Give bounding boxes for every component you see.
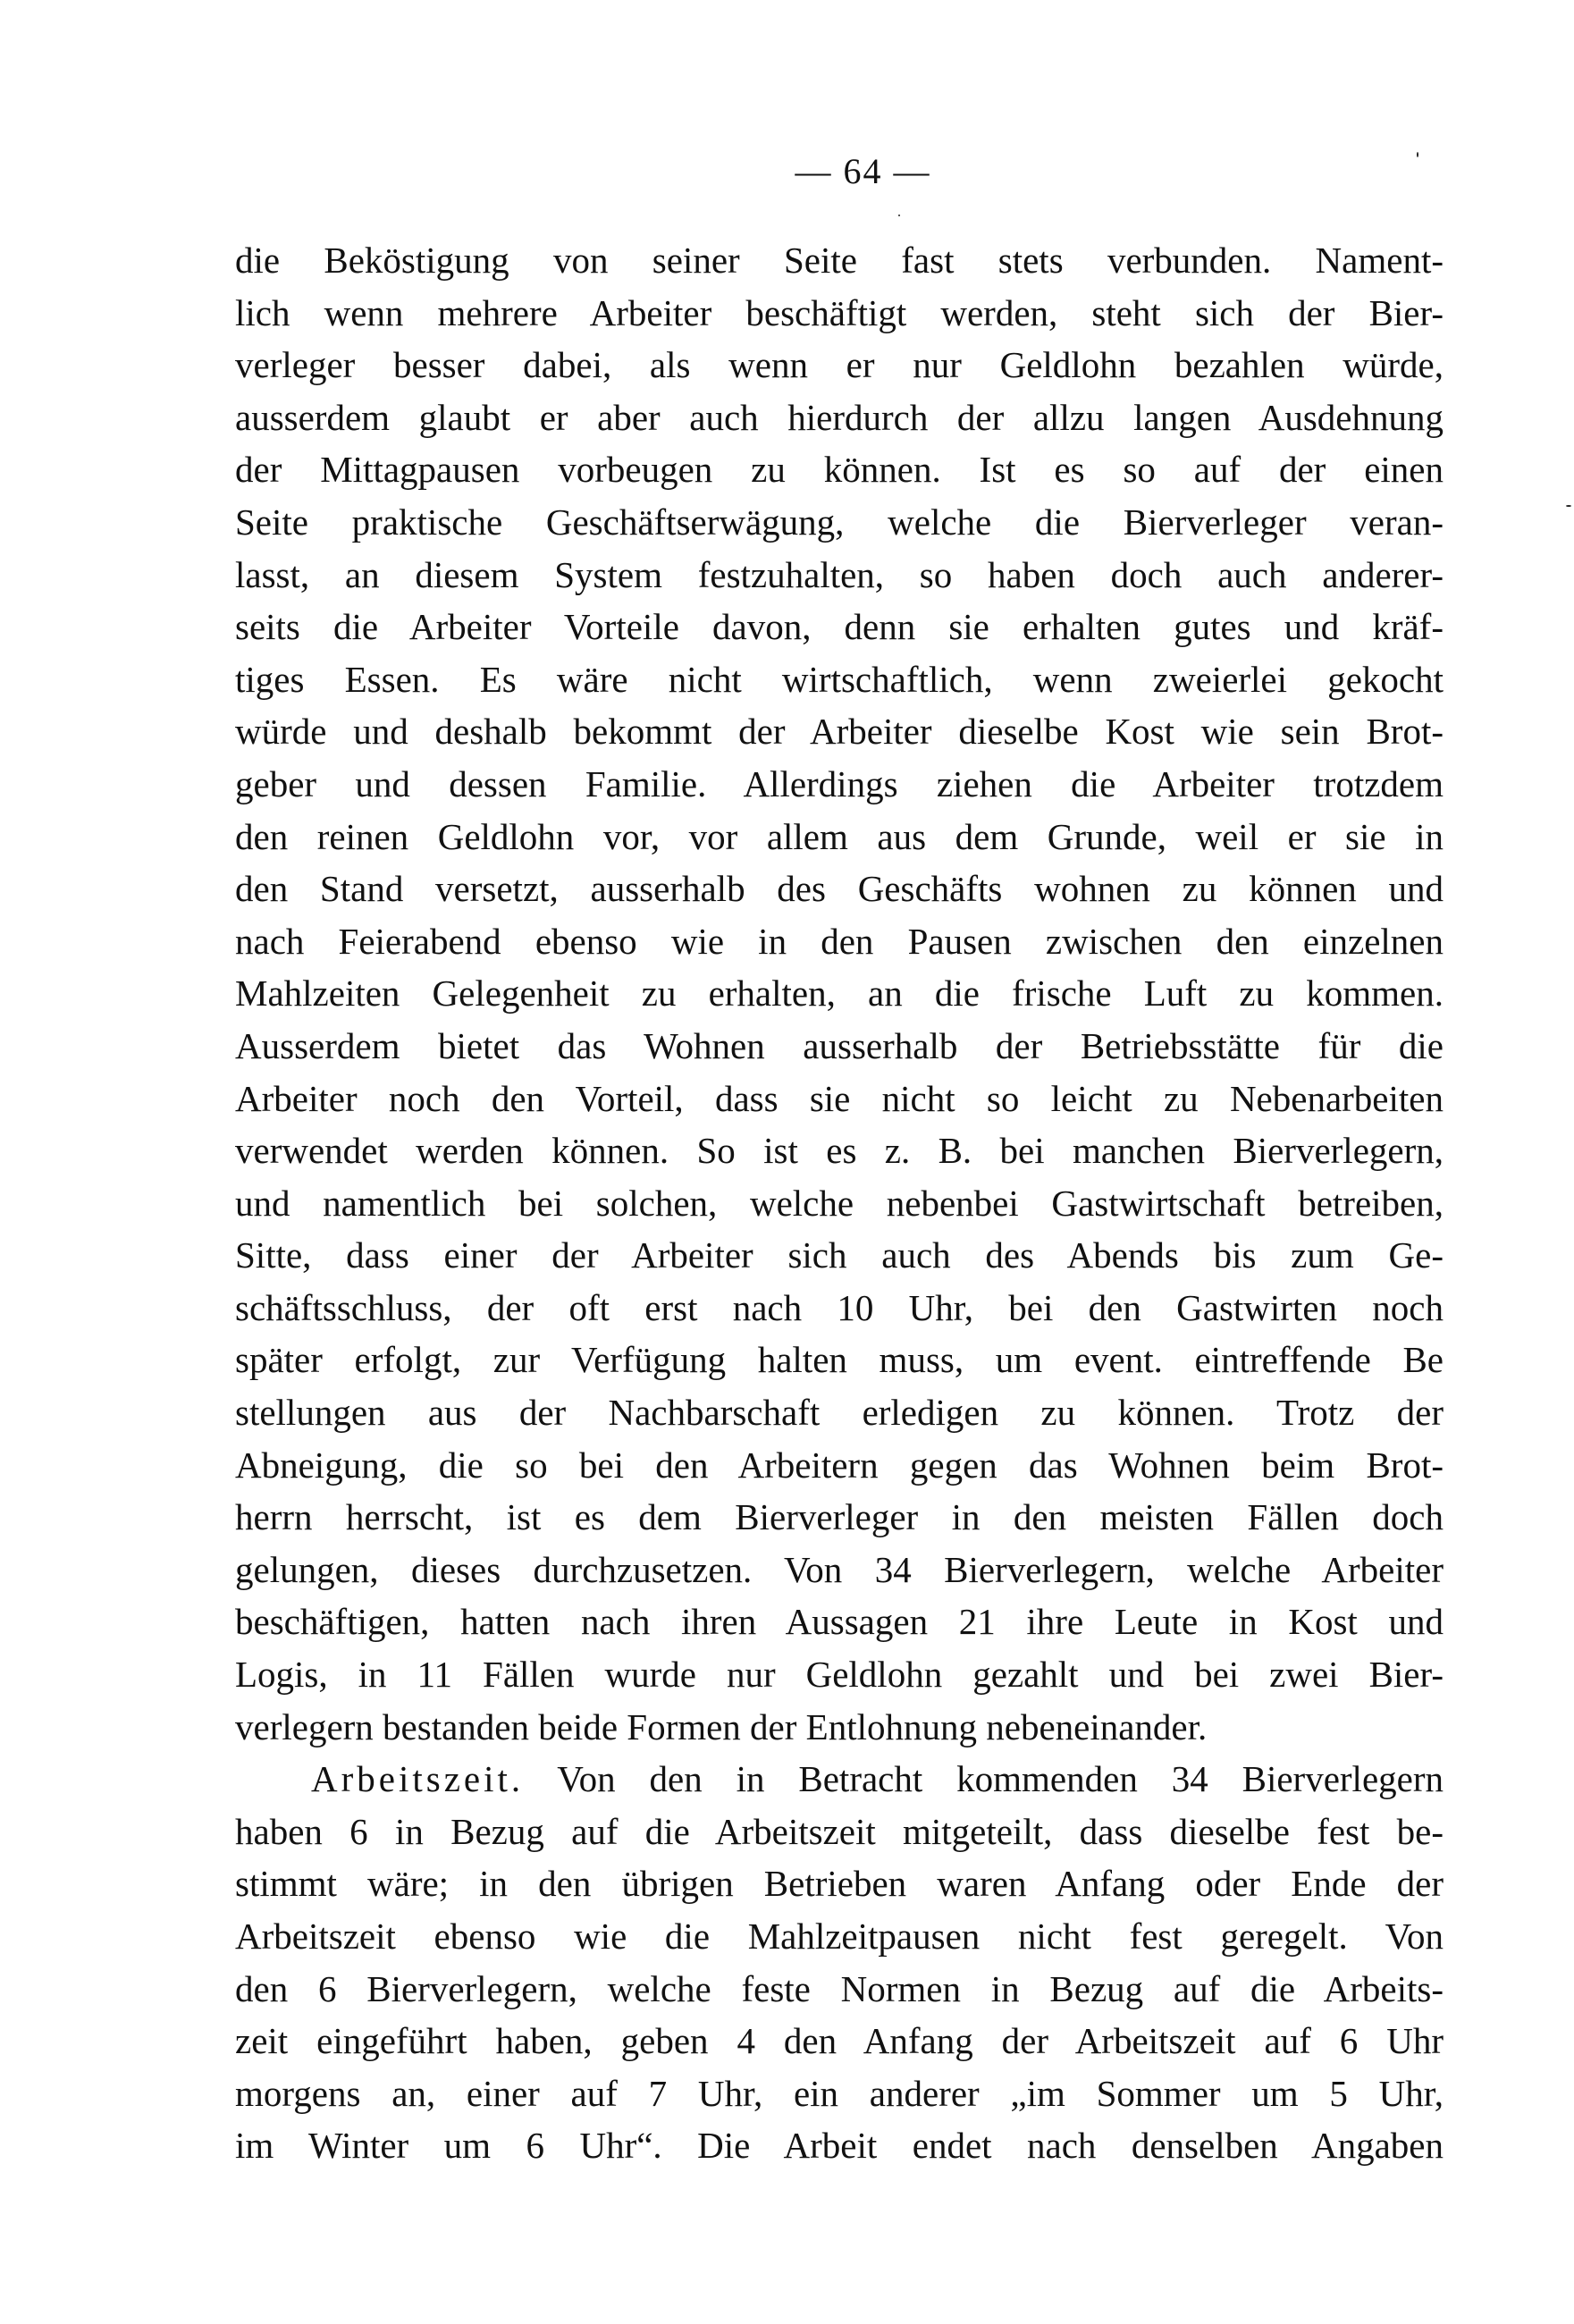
text-line: zeit eingeführt haben, geben 4 den Anfang der Arbeitszeit auf 6 Uhr (235, 2020, 1444, 2062)
text-line: beschäftigen, hatten nach ihren Aussagen 21 ihre Leute in Kost und (235, 1601, 1444, 1643)
text-line: verwendet werden können. So ist es z. B. bei manchen Bierverlegern, (235, 1130, 1444, 1172)
text-line: später erfolgt, zur Verfügung halten muss, um event. eintreffende Be (235, 1339, 1444, 1381)
paragraph-working-hours (235, 1753, 1444, 2172)
paragraph-board-and-lodging (235, 234, 1444, 1753)
text-line: Sitte, dass einer der Arbeiter sich auch des Abends bis zum Ge- (235, 1234, 1444, 1276)
text-line: tiges Essen. Es wäre nicht wirtschaftlich, wenn zweierlei gekocht (235, 658, 1444, 700)
text-line: Logis, in 11 Fällen wurde nur Geldlohn gezahlt und bei zwei Bier- (235, 1654, 1444, 1696)
text-line: den 6 Bierverlegern, welche feste Normen in Bezug auf die Arbeits- (235, 1967, 1444, 2009)
text-line: haben 6 in Bezug auf die Arbeitszeit mitgeteilt, dass dieselbe fest be- (235, 1810, 1444, 1852)
text-line: Arbeitszeit ebenso wie die Mahlzeitpausen nicht fest geregelt. Von (235, 1916, 1444, 1957)
scan-speck (1566, 505, 1571, 507)
text-line: den reinen Geldlohn vor, vor allem aus dem Grunde, weil er sie in (235, 815, 1444, 857)
text-line: im Winter um 6 Uhr“. Die Arbeit endet nach denselben Angaben (235, 2125, 1444, 2167)
text-line: lasst, an diesem System festzuhalten, so haben doch auch anderer- (235, 553, 1444, 595)
body-text (235, 234, 1444, 2172)
text-line: stimmt wäre; in den übrigen Betrieben waren Anfang oder Ende der (235, 1863, 1444, 1905)
text-line: schäftsschluss, der oft erst nach 10 Uhr, bei den Gastwirten noch (235, 1286, 1444, 1328)
text-line: Arbeiter noch den Vorteil, dass sie nicht so leicht zu Nebenarbeiten (235, 1077, 1444, 1119)
text-line: morgens an, einer auf 7 Uhr, ein anderer „im Sommer um 5 Uhr, (235, 2072, 1444, 2114)
text-line: Mahlzeiten Gelegenheit zu erhalten, an die frische Luft zu kommen. (235, 973, 1444, 1015)
page-number: — 64 — (795, 151, 931, 191)
text-line: geber und dessen Familie. Allerdings ziehen die Arbeiter trotzdem (235, 762, 1444, 804)
text-line: den Stand versetzt, ausserhalb des Geschäfts wohnen zu können und (235, 868, 1444, 910)
text-line: stellungen aus der Nachbarschaft erledigen zu können. Trotz der (235, 1392, 1444, 1434)
text-line: Seite praktische Geschäftserwägung, welche die Bierverleger veran- (235, 501, 1444, 543)
text-line: würde und deshalb bekommt der Arbeiter dieselbe Kost wie sein Brot- (235, 711, 1444, 753)
text-line: der Mittagpausen vorbeugen zu können. Ist es so auf der einen (235, 449, 1444, 491)
section-heading: Arbeitszeit. (311, 1758, 525, 1800)
text-line (235, 1753, 1444, 1806)
scan-speck (1417, 152, 1418, 157)
text-line: nach Feierabend ebenso wie in den Pausen zwischen den einzelnen (235, 920, 1444, 962)
text-line: ausserdem glaubt er aber auch hierdurch der allzu langen Ausdehnung (235, 396, 1444, 438)
text-line: gelungen, dieses durchzusetzen. Von 34 Bierverlegern, welche Arbeiter (235, 1548, 1444, 1590)
text-line: lich wenn mehrere Arbeiter beschäftigt werden, steht sich der Bier- (235, 291, 1444, 333)
text-line: seits die Arbeiter Vorteile davon, denn sie erhalten gutes und kräf- (235, 606, 1444, 648)
text-line: und namentlich bei solchen, welche nebenbei Gastwirtschaft betreiben, (235, 1182, 1444, 1224)
heading-line-rest: Von den in Betracht kommenden 34 Bierverlegern (524, 1758, 1444, 1800)
scan-speck (898, 215, 900, 216)
text-line: die Beköstigung von seiner Seite fast stets verbunden. Nament- (235, 240, 1444, 281)
text-line: Abneigung, die so bei den Arbeitern gegen das Wohnen beim Brot- (235, 1444, 1444, 1486)
text-line: verleger besser dabei, als wenn er nur Geldlohn bezahlen würde, (235, 344, 1444, 386)
text-line: herrn herrscht, ist es dem Bierverleger in den meisten Fällen doch (235, 1496, 1444, 1538)
text-line: Ausserdem bietet das Wohnen ausserhalb der Betriebsstätte für die (235, 1024, 1444, 1066)
text-line: verlegern bestanden beide Formen der Entlohnung nebeneinander. (235, 1705, 1208, 1747)
